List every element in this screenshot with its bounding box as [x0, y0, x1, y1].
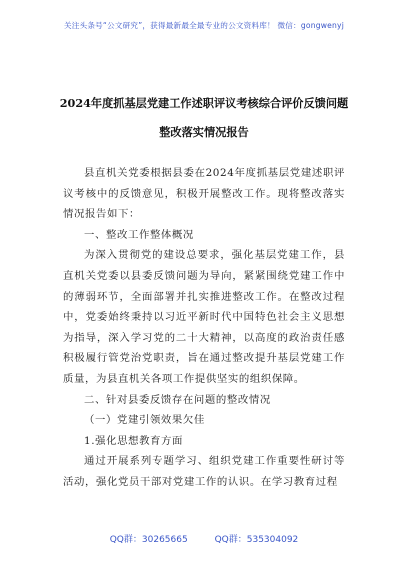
footer-qq-group-2: QQ群：535304092 — [214, 535, 299, 545]
body-paragraph: 为深入贯彻党的建设总要求，强化基层党建工作，县直机关党委以县委反馈问题为导向，紧紧围绕党建工作中的薄弱环节，全面部署并扎实推进整改工作。在整改过程中，党委始终秉持以习近平新时代中国特色社会主义思想为指导，深入学习党的二十大精神，以高度的政治责任感积极履行管党治党职责，旨在通过整改提升基层党建工作质量，为县直机关各项工作提供坚实的组织保障。 — [63, 249, 345, 385]
subsection-heading: （一）党建引领效果欠佳 — [84, 414, 205, 427]
document-subtitle: 整改落实情况报告 — [159, 125, 249, 139]
item-heading: 1.强化思想教育方面 — [84, 434, 184, 447]
document-body — [63, 163, 345, 493]
body-paragraph-2: 通过开展系列专题学习、组织党建工作重要性研讨等活动，强化党员干部对党建工作的认识。在学习教育过程 — [63, 455, 345, 488]
footer-qq-group-1: QQ群：30265665 — [109, 535, 188, 545]
header-note: 关注头条号“公文研究”，获得最新最全最专业的公文资料库！ 微信：gongwenyj — [63, 21, 345, 30]
document-title: 2024年度抓基层党建工作述职评议考核综合评价反馈问题 — [59, 96, 349, 110]
intro-paragraph: 县直机关党委根据县委在2024年度抓基层党建述职评议考核中的反馈意见，积极开展整改工作。现将整改落实情况报告如下： — [63, 167, 345, 221]
footer — [0, 532, 408, 545]
section-heading-1: 一、整改工作整体概况 — [84, 228, 194, 241]
section-heading-2: 二、针对县委反馈存在问题的整改情况 — [84, 393, 271, 406]
